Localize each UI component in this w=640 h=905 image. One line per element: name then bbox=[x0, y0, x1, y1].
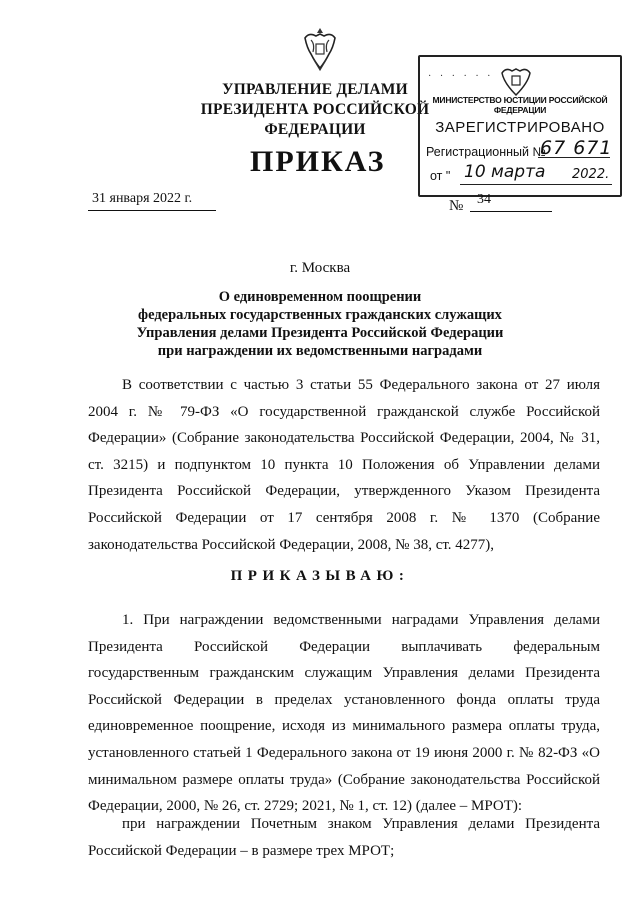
stamp-registered: ЗАРЕГИСТРИРОВАНО bbox=[435, 119, 605, 136]
org-line-2: ПРЕЗИДЕНТА РОССИЙСКОЙ ФЕДЕРАЦИИ bbox=[200, 101, 430, 138]
city: г. Москва bbox=[289, 260, 351, 276]
preamble-paragraph: В соответствии с частью 3 статьи 55 Федерального закона от 27 июля 2004 г. № 79-ФЗ «О государственной гражданской службе Российской Федерации» (Собрание законодательства Российской Федерации, 2004, № 31, ст. 3215) и подпунктом 10 пункта 10 Положения об Управлении делами Президента Российской Федерации, утвержденного Указом Президента Российской Федерации от 17 сентября 2008 г. № 1370 (Собрание законодательства Российской Федерации, 2008, № 38, ст. 4277), bbox=[88, 377, 600, 553]
document-number: 34 bbox=[477, 192, 491, 207]
document-type: ПРИКАЗ bbox=[250, 145, 386, 178]
stamp-year: 2022. bbox=[572, 167, 610, 182]
number-underline bbox=[470, 211, 552, 212]
stamp-reg-number: 67 671 bbox=[540, 137, 613, 159]
document-number-label: № bbox=[449, 198, 464, 214]
title-line-4: при награждении их ведомственными наградами bbox=[157, 343, 483, 359]
document-date: 31 января 2022 г. bbox=[92, 191, 193, 206]
item-1-paragraph: 1. При награждении ведомственными наградами Управления делами Президента Российской Федерации выплачивать федеральным государственным гражданским служащим Управления делами Президента Российской Федерации в пределах установленного фонда оплаты труда единовременное поощрение, исходя из минимального размера оплаты труда, установленного статьей 1 Федерального закона от 19 июня 2000 г. № 82-ФЗ «О минимальном размере оплаты труда» (Собрание законодательства Российской Федерации, 2000, № 26, ст. 2729; 2021, № 1, ст. 12) (далее – МРОТ): bbox=[88, 612, 600, 815]
stamp-date-underline bbox=[460, 184, 612, 185]
date-underline bbox=[88, 210, 216, 211]
title-line-1: О единовременном поощрении bbox=[218, 289, 422, 305]
russian-coat-of-arms-icon bbox=[299, 24, 341, 74]
stamp-ministry: МИНИСТЕРСТВО ЮСТИЦИИ РОССИЙСКОЙ ФЕДЕРАЦИИ bbox=[432, 95, 608, 115]
stamp-reg-number-label: Регистрационный № bbox=[426, 145, 546, 159]
document-title bbox=[120, 288, 520, 360]
title-line-3: Управления делами Президента Российской Федерации bbox=[136, 325, 504, 341]
title-line-2: федеральных государственных гражданских служащих bbox=[138, 307, 502, 323]
org-line-1: УПРАВЛЕНИЕ ДЕЛАМИ bbox=[222, 81, 408, 98]
registration-stamp bbox=[418, 55, 622, 197]
order-heading: ПРИКАЗЫВАЮ: bbox=[230, 568, 410, 584]
stamp-number-underline bbox=[538, 157, 610, 158]
item-1-sub-1-paragraph: при награждении Почетным знаком Управления делами Президента Российской Федерации – в размере трех МРОТ; bbox=[88, 816, 600, 859]
stamp-emblem-icon bbox=[498, 63, 534, 97]
stamp-decoration: · · · · · · bbox=[428, 71, 494, 82]
stamp-date: 10 марта bbox=[464, 162, 546, 182]
stamp-from-label: от " bbox=[430, 169, 451, 183]
